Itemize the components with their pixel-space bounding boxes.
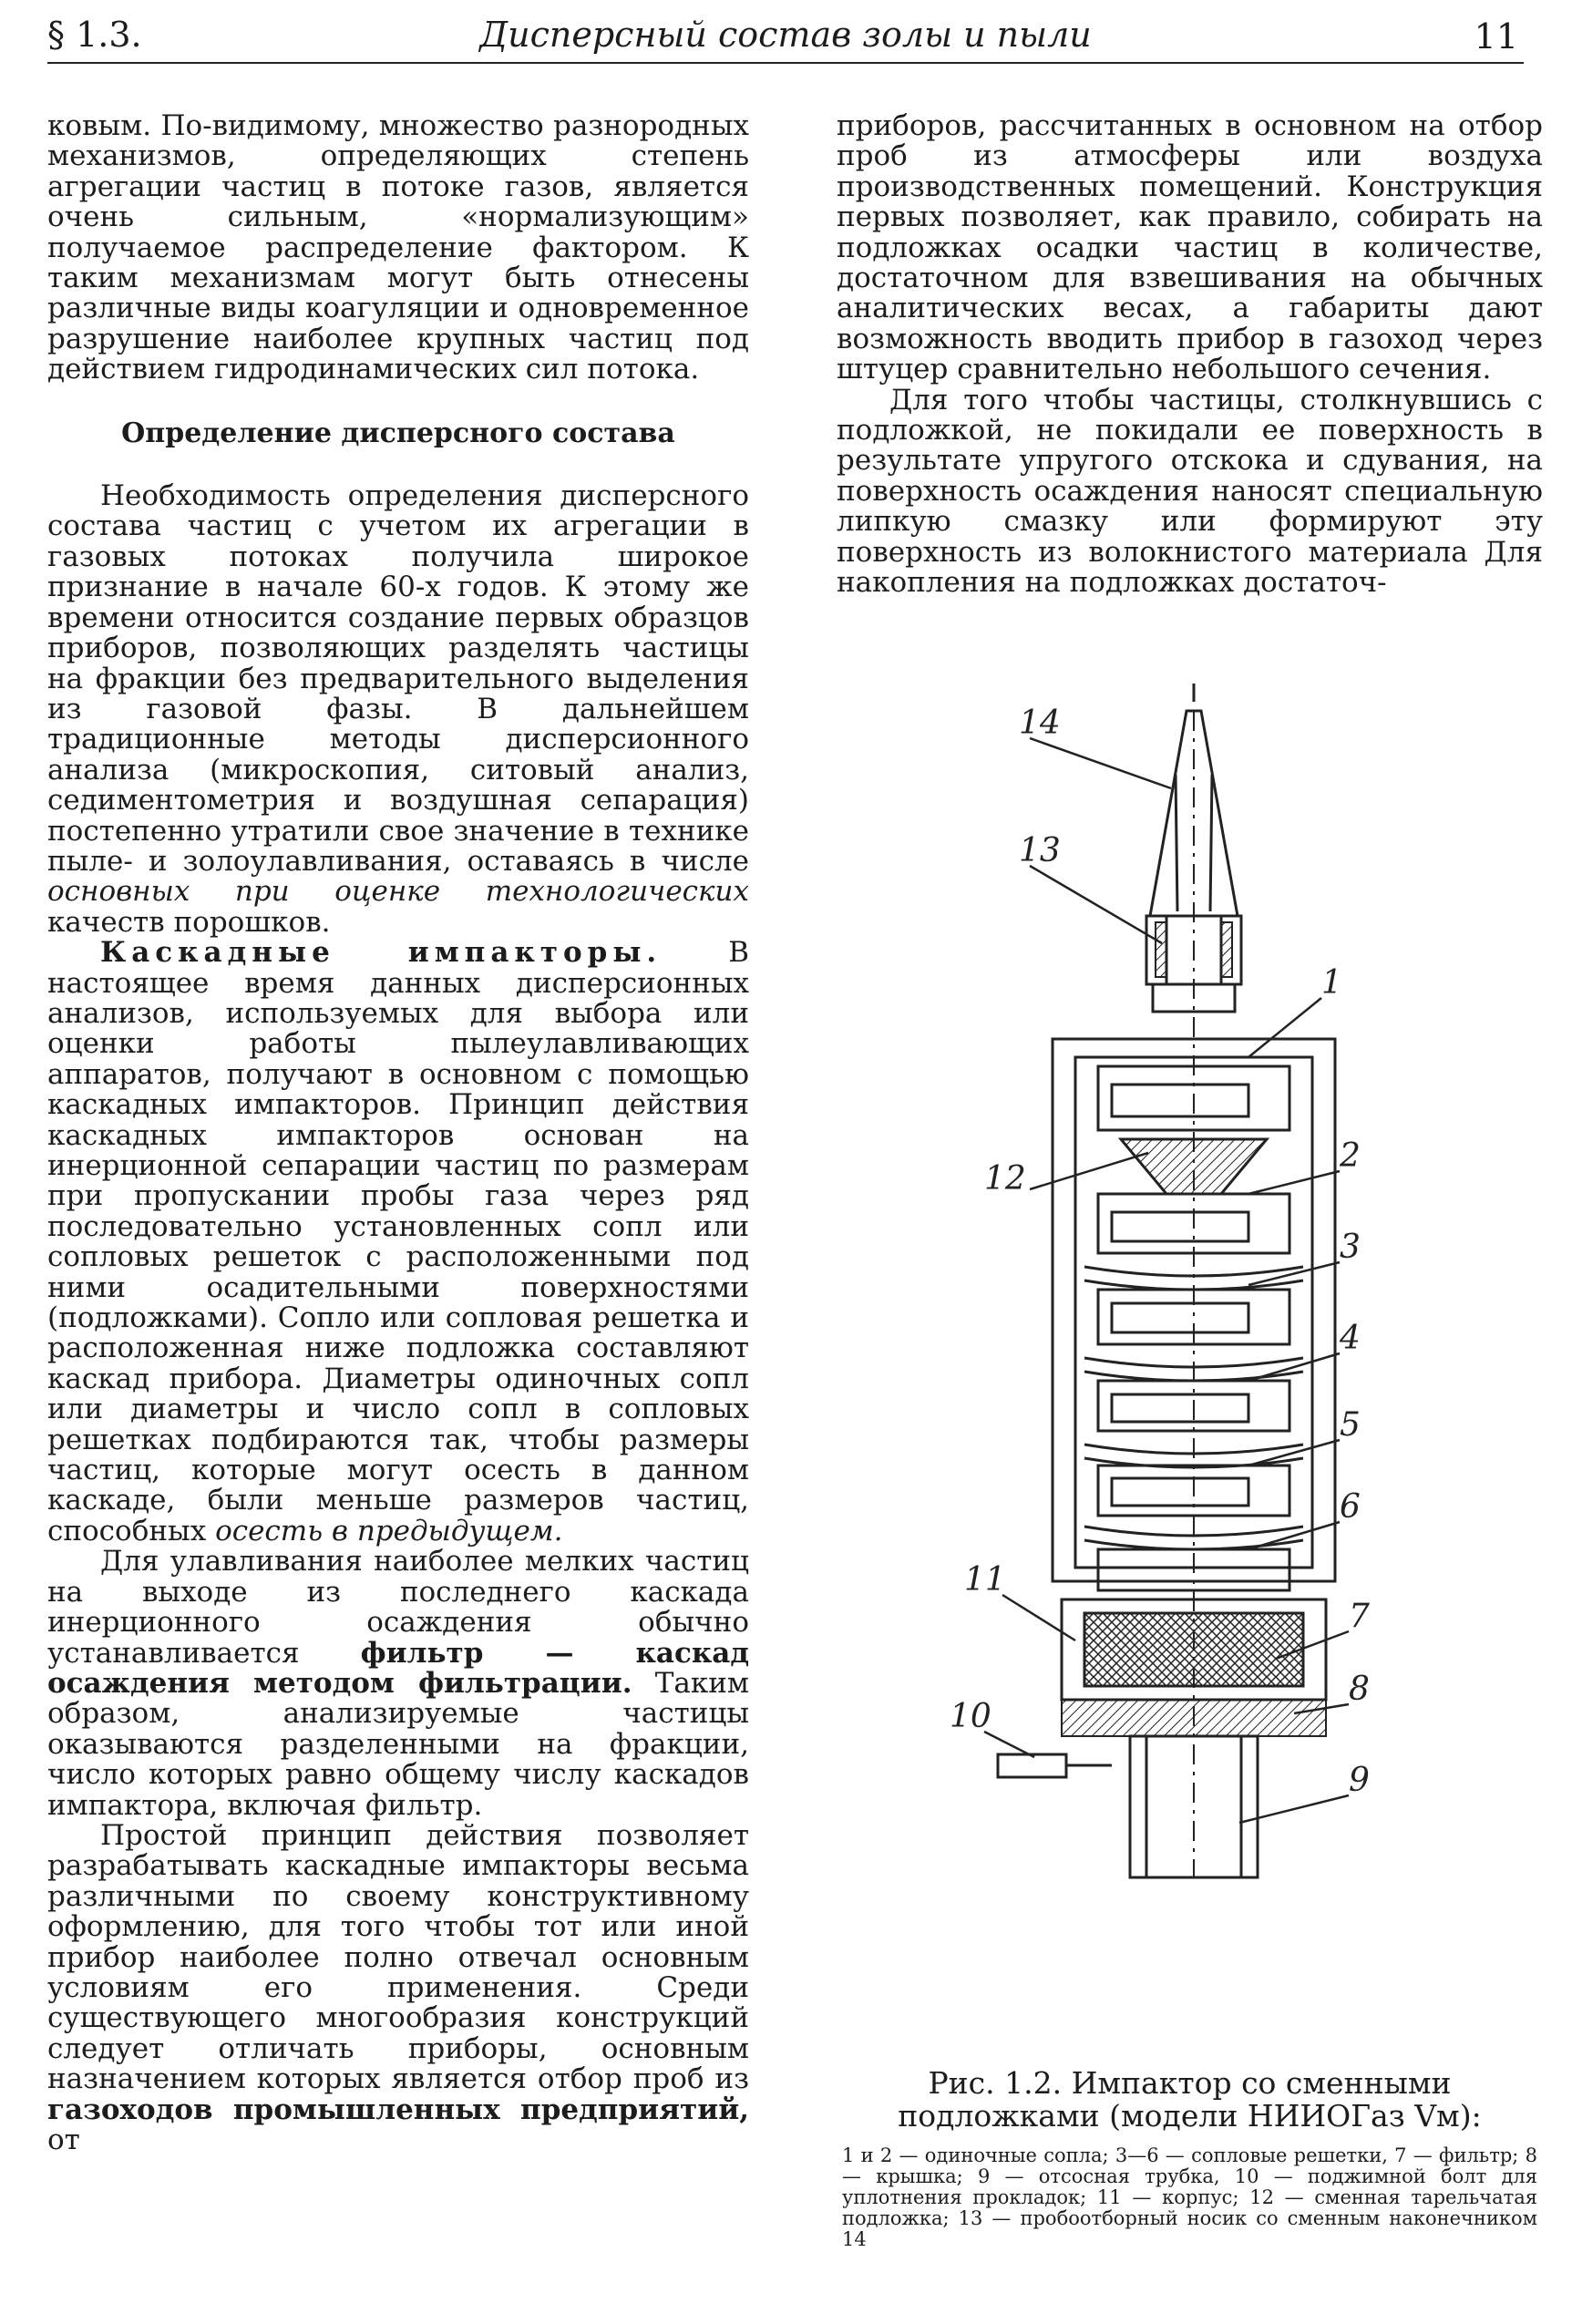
figure-label: 5	[1340, 1406, 1361, 1444]
figure-label: 3	[1340, 1229, 1361, 1266]
paragraph: ковым. По-видимому, множество разнородных механизмов, определяющих степень агрегации частиц в потоке газов, является очень сильным, «нормализующим» получаемое распределение фактором. К таким механизмам могут быть отнесены различные виды коагуляции и одновременное разрушение наиболее крупных частиц под действием гидродинамических сил потока.	[47, 109, 749, 386]
paragraph: Необходимость определения дисперсного состава частиц с учетом их агрегации в газовых потоках получила широкое признание в начале 60-х годов. К этому же времени относится создание первых образцов приборов, позволяющих разделять частицы на фракции без предварительного выделения из газовой фазы. В дальнейшем традиционные методы дисперсионного анализа (микроскопия, ситовый анализ, седиментометрия и воздушная сепарация) постепенно утратили свое значение в технике пыле- и золоулавливания, оставаясь в числе основных при оценке технологических качеств порошков.	[47, 479, 749, 939]
figure-label: 14	[1019, 704, 1061, 742]
page-number: 11	[1474, 16, 1518, 57]
page-header	[47, 9, 1524, 64]
figure-label: 13	[1019, 832, 1061, 869]
paragraph: Для того чтобы частицы, столкнувшись с подложкой, не покидали ее поверхность в результате упругого отскока и сдувания, на поверхность осаждения наносят специальную липкую смазку или формируют эту поверхность из волокнистого материала Для накопления на подложках достаточ-	[837, 383, 1543, 600]
impactor-figure	[948, 684, 1440, 2051]
figure-label: 10	[950, 1698, 991, 1735]
figure-label: 1	[1321, 964, 1342, 1002]
figure-label: 6	[1340, 1488, 1361, 1526]
figure-label: 2	[1340, 1137, 1361, 1175]
figure-label: 11	[964, 1561, 1006, 1599]
paragraph: Простой принцип действия позволяет разрабатывать каскадные импакторы весьма различными по своему конструктивному оформлению, для того чтобы тот или иной прибор наиболее полно отвечал основным условиям его применения. Среди существующего многообразия конструкций следует отличать приборы, основным назначением которых является отбор проб из газоходов промышленных предприятий, от	[47, 1818, 749, 2156]
run-in-heading: Каскадные импакторы.	[100, 936, 663, 970]
paragraph: Каскадные импакторы. В настоящее время данных дисперсионных анализов, используемых для выбора или оценки работы пылеулавливающих аппаратов, получают в основном с помощью каскадных импакторов. Принцип действия каскадных импакторов основан на инерционной сепарации частиц по размерам при пропускании пробы газа через ряд последовательно установленных сопл или сопловых решеток с расположенными под ними осадительными поверхностями (подложками). Сопло или сопловая решетка и расположенная ниже подложка составляют каскад прибора. Диаметры одиночных сопл или диаметры и число сопл в сопловых решетках подбираются так, чтобы размеры частиц, которые могут осесть в данном каскаде, были меньше размеров частиц, способных осесть в предыдущем.	[47, 936, 750, 1548]
paragraph: приборов, рассчитанных в основном на отбор проб из атмосферы или воздуха производственных помещений. Конструкция первых позволяет, как правило, собирать на подложках осадки частиц в количестве, достаточном для взвешивания на обычных аналитических весах, а габариты дают возможность вводить прибор в газоход через штуцер сравнительно небольшого сечения.	[837, 109, 1543, 386]
right-column	[837, 111, 1543, 599]
figure-caption	[837, 2067, 1543, 2250]
section-number: § 1.3.	[47, 15, 142, 55]
running-title: Дисперсный состав золы и пыли	[479, 15, 1092, 55]
impactor-drawing	[948, 684, 1440, 2051]
paragraph: Для улавливания наиболее мелких частиц на выходе из последнего каскада инерционного осаждения обычно устанавливается фильтр — каскад осаждения методом фильтрации. Таким образом, анализируемые частицы оказываются разделенными на фракции, число которых равно общему числу каскадов импактора, включая фильтр.	[47, 1545, 749, 1822]
figure-label: 7	[1349, 1598, 1370, 1635]
caption-legend: 1 и 2 — одиночные сопла; 3—6 — сопловые решетки, 7 — фильтр; 8 — крышка; 9 — отсосная трубка, 10 — поджимной болт для уплотнения прокладок; 11 — корпус; 12 — сменная тарельчатая подложка; 13 — пробоотборный носик со сменным наконечником 14	[842, 2144, 1537, 2250]
left-column	[47, 111, 749, 2155]
section-heading: Определение дисперсного состава	[121, 416, 675, 449]
figure-label: 8	[1349, 1671, 1370, 1708]
figure-label: 9	[1349, 1762, 1370, 1799]
figure-label: 4	[1340, 1320, 1361, 1357]
caption-title: Рис. 1.2. Импактор со сменными подложками (модели НИИОГаз Vм):	[898, 2065, 1482, 2134]
figure-label: 12	[984, 1160, 1026, 1198]
